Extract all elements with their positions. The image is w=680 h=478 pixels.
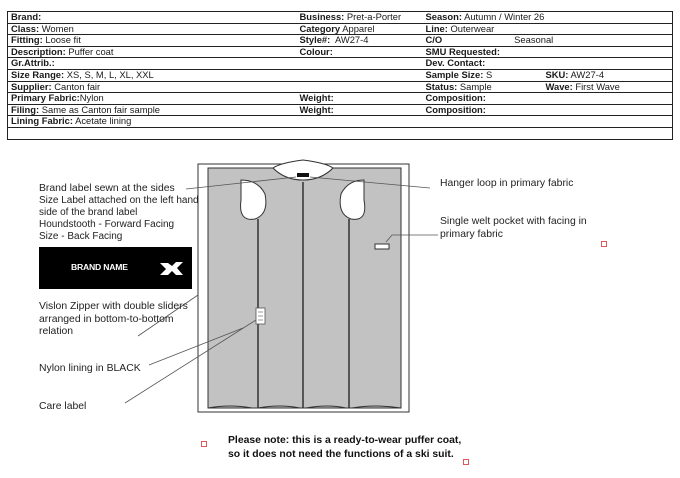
filing-cell: Filing: Same as Canton fair sample bbox=[8, 104, 297, 116]
hanger-loop-annotation: Hanger loop in primary fabric bbox=[440, 178, 574, 189]
brand-label-annotation: Brand label sewn at the sides Size Label attached on the left hand side of the brand label Houndstooth - Forward Facing Size - Back Facing bbox=[39, 183, 199, 242]
welt-pocket bbox=[375, 244, 389, 249]
brand-cell: Brand: bbox=[8, 12, 297, 24]
zipper-annotation: Vislon Zipper with double sliders arranged in bottom-to-bottom relation bbox=[39, 301, 188, 337]
care-label-annotation: Care label bbox=[39, 401, 87, 412]
composition-cell-1: Composition: bbox=[423, 93, 673, 105]
brand-tag-text: BRAND NAME bbox=[71, 262, 128, 272]
hanger-loop bbox=[297, 173, 309, 177]
composition-cell-2: Composition: bbox=[423, 104, 673, 116]
lining-panel bbox=[208, 168, 401, 408]
description-cell: Description: Puffer coat bbox=[8, 46, 297, 58]
business-cell: Business: Pret-a-Porter bbox=[297, 12, 423, 24]
line-cell: Line: Outerwear bbox=[423, 23, 673, 35]
comment-marker[interactable] bbox=[201, 441, 207, 447]
season-cell: Season: Autumn / Winter 26 bbox=[423, 12, 673, 24]
size-range-cell: Size Range: XS, S, M, L, XL, XXL bbox=[8, 69, 423, 81]
comment-marker[interactable] bbox=[463, 459, 469, 465]
weight-cell-1: Weight: bbox=[297, 93, 423, 105]
colour-cell: Colour: bbox=[297, 46, 423, 58]
sku-cell: SKU: AW27-4 bbox=[543, 69, 673, 81]
footer-note: Please note: this is a ready-to-wear puffer coat, so it does not need the functions of a ski suit. bbox=[228, 435, 462, 460]
weight-cell-2: Weight: bbox=[297, 104, 423, 116]
smu-cell: SMU Requested: bbox=[423, 46, 673, 58]
style-cell: Style#: AW27-4 bbox=[297, 35, 423, 47]
primary-fabric-cell: Primary Fabric:Nylon bbox=[8, 93, 297, 105]
supplier-cell: Supplier: Canton fair bbox=[8, 81, 423, 93]
sample-size-cell: Sample Size: S bbox=[423, 69, 543, 81]
comment-marker[interactable] bbox=[601, 241, 607, 247]
coat-outline bbox=[198, 160, 409, 412]
status-cell: Status: Sample bbox=[423, 81, 543, 93]
welt-pocket-annotation: Single welt pocket with facing in primary fabric bbox=[440, 216, 587, 240]
wave-cell: Wave: First Wave bbox=[543, 81, 673, 93]
gr-attrib-cell: Gr.Attrib.: bbox=[8, 58, 423, 70]
lining-fabric-cell: Lining Fabric: Acetate lining bbox=[8, 116, 673, 128]
nylon-lining-annotation: Nylon lining in BLACK bbox=[39, 363, 141, 374]
dev-contact-cell: Dev. Contact: bbox=[423, 58, 673, 70]
fitting-cell: Fitting: Loose fit bbox=[8, 35, 297, 47]
class-cell: Class: Women bbox=[8, 23, 297, 35]
co-cell: C/O Seasonal bbox=[423, 35, 673, 47]
category-cell: Category Apparel bbox=[297, 23, 423, 35]
